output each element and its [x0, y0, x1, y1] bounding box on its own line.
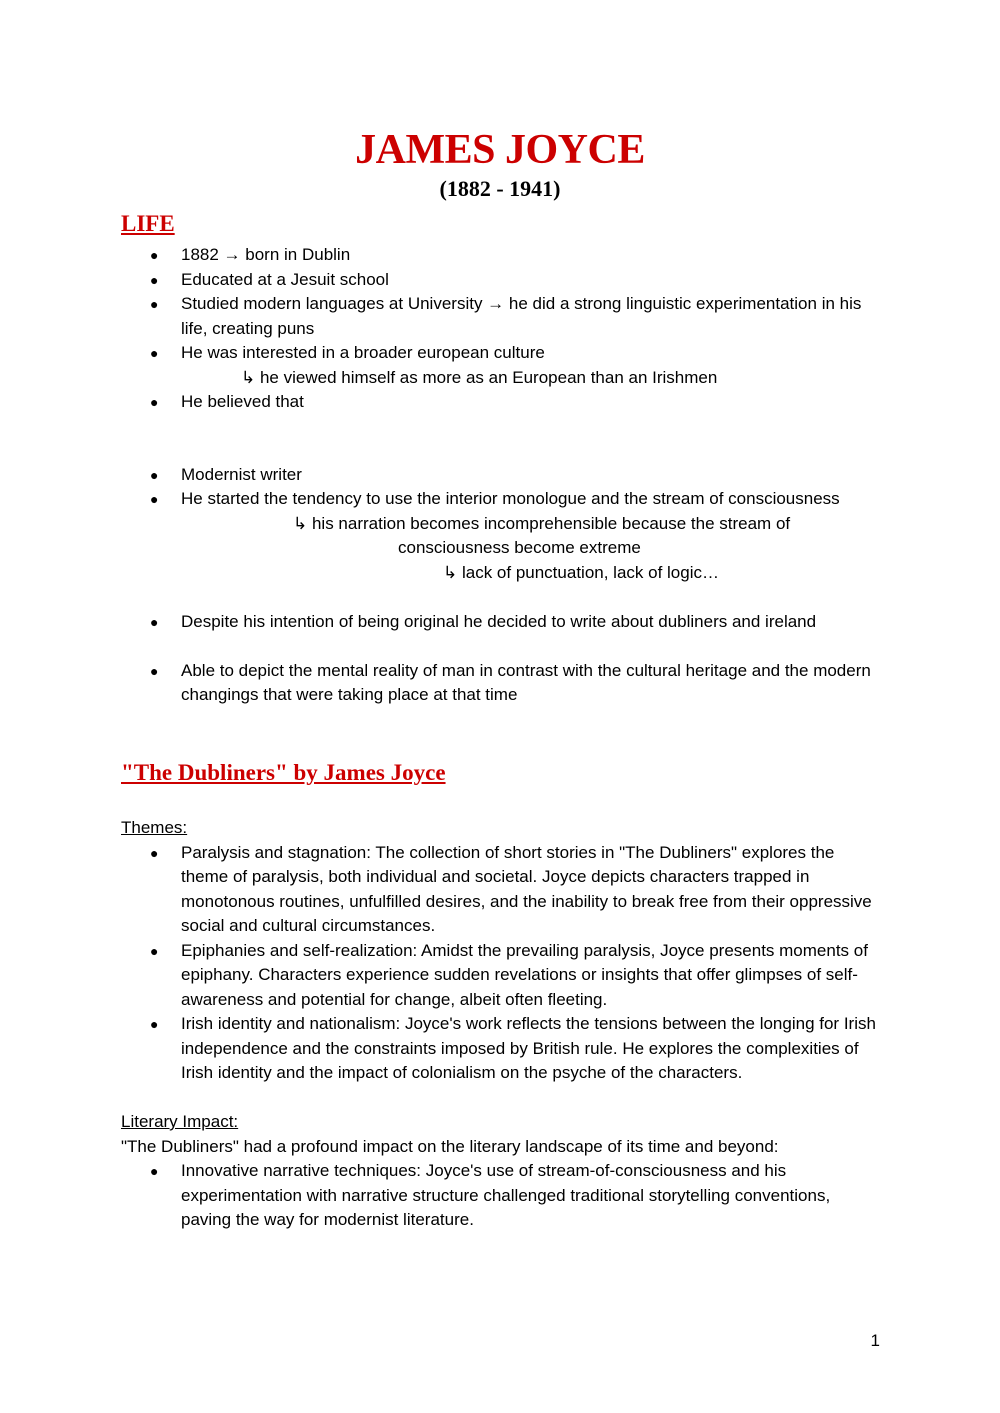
document-title: JAMES JOYCE [355, 127, 645, 173]
list-item: ● Able to depict the mental reality of man in contrast with the cultural heritage and the modern changings that were taking place at that time [121, 659, 881, 708]
list-item: ● He believed that [121, 390, 881, 415]
list-item: ● Innovative narrative techniques: Joyce's use of stream-of-consciousness and his experimentation with narrative structure challenged traditional storytelling conventions, paving the way for modernist literature. [121, 1159, 881, 1233]
list-item [121, 341, 881, 390]
dubliners-section [121, 816, 881, 1233]
spacer [121, 585, 881, 610]
themes-label: Themes: [121, 818, 188, 837]
list-item: ● Irish identity and nationalism: Joyce's work reflects the tensions between the longing for Irish independence and the constraints imposed by British rule. He explores the complexities of Irish identity and the impact of colonialism on the psyche of the characters. [121, 1012, 881, 1086]
sub-sub-note: ↳ lack of punctuation, lack of logic… [443, 562, 719, 582]
list-item-text: He was interested in a broader european culture [181, 343, 545, 362]
list-item-text: He started the tendency to use the interior monologue and the stream of consciousness [181, 489, 840, 508]
spacer [121, 1086, 881, 1111]
life-list-final [121, 659, 881, 708]
literary-impact-intro: "The Dubliners" had a profound impact on the literary landscape of its time and beyond: [121, 1136, 779, 1156]
list-item: ● Epiphanies and self-realization: Amidst the prevailing paralysis, Joyce presents moments of epiphany. Characters experience sudden revelations or insights that offer glimpses of self-awareness and potential for change, albeit often fleeting. [121, 939, 881, 1013]
sub-note-continued: consciousness become extreme [398, 538, 641, 557]
dubliners-heading: "The Dubliners" by James Joyce [121, 760, 446, 785]
spacer [121, 415, 881, 463]
sub-note: ↳ his narration becomes incomprehensible because the stream of [293, 513, 791, 533]
list-item: ● Educated at a Jesuit school [121, 268, 881, 293]
life-section [121, 243, 881, 708]
impact-list [121, 1159, 881, 1233]
list-item: ● Studied modern languages at University → he did a strong linguistic experimentation in his life, creating puns [121, 292, 881, 341]
page-number: 1 [870, 1331, 880, 1350]
list-item: ● Despite his intention of being original he decided to write about dubliners and ireland [121, 610, 881, 635]
list-item: ● 1882 → born in Dublin [121, 243, 881, 268]
list-item: ● Paralysis and stagnation: The collection of short stories in "The Dubliners" explores the theme of paralysis, both individual and societal. Joyce depicts characters trapped in monotonous routines, unfulfilled desires, and the inability to break free from their oppressive social and cultural circumstances. [121, 841, 881, 939]
life-heading: LIFE [121, 211, 175, 236]
list-item [121, 487, 881, 585]
literary-impact-label: Literary Impact: [121, 1112, 239, 1131]
list-item: ● Modernist writer [121, 463, 881, 488]
life-list-extra [121, 610, 881, 635]
life-list [121, 243, 881, 415]
themes-list [121, 841, 881, 1086]
sub-note: ↳ he viewed himself as more as an European than an Irishmen [241, 367, 718, 387]
spacer [121, 634, 881, 659]
life-dates: (1882 - 1941) [439, 176, 561, 201]
life-list-continued [121, 463, 881, 586]
